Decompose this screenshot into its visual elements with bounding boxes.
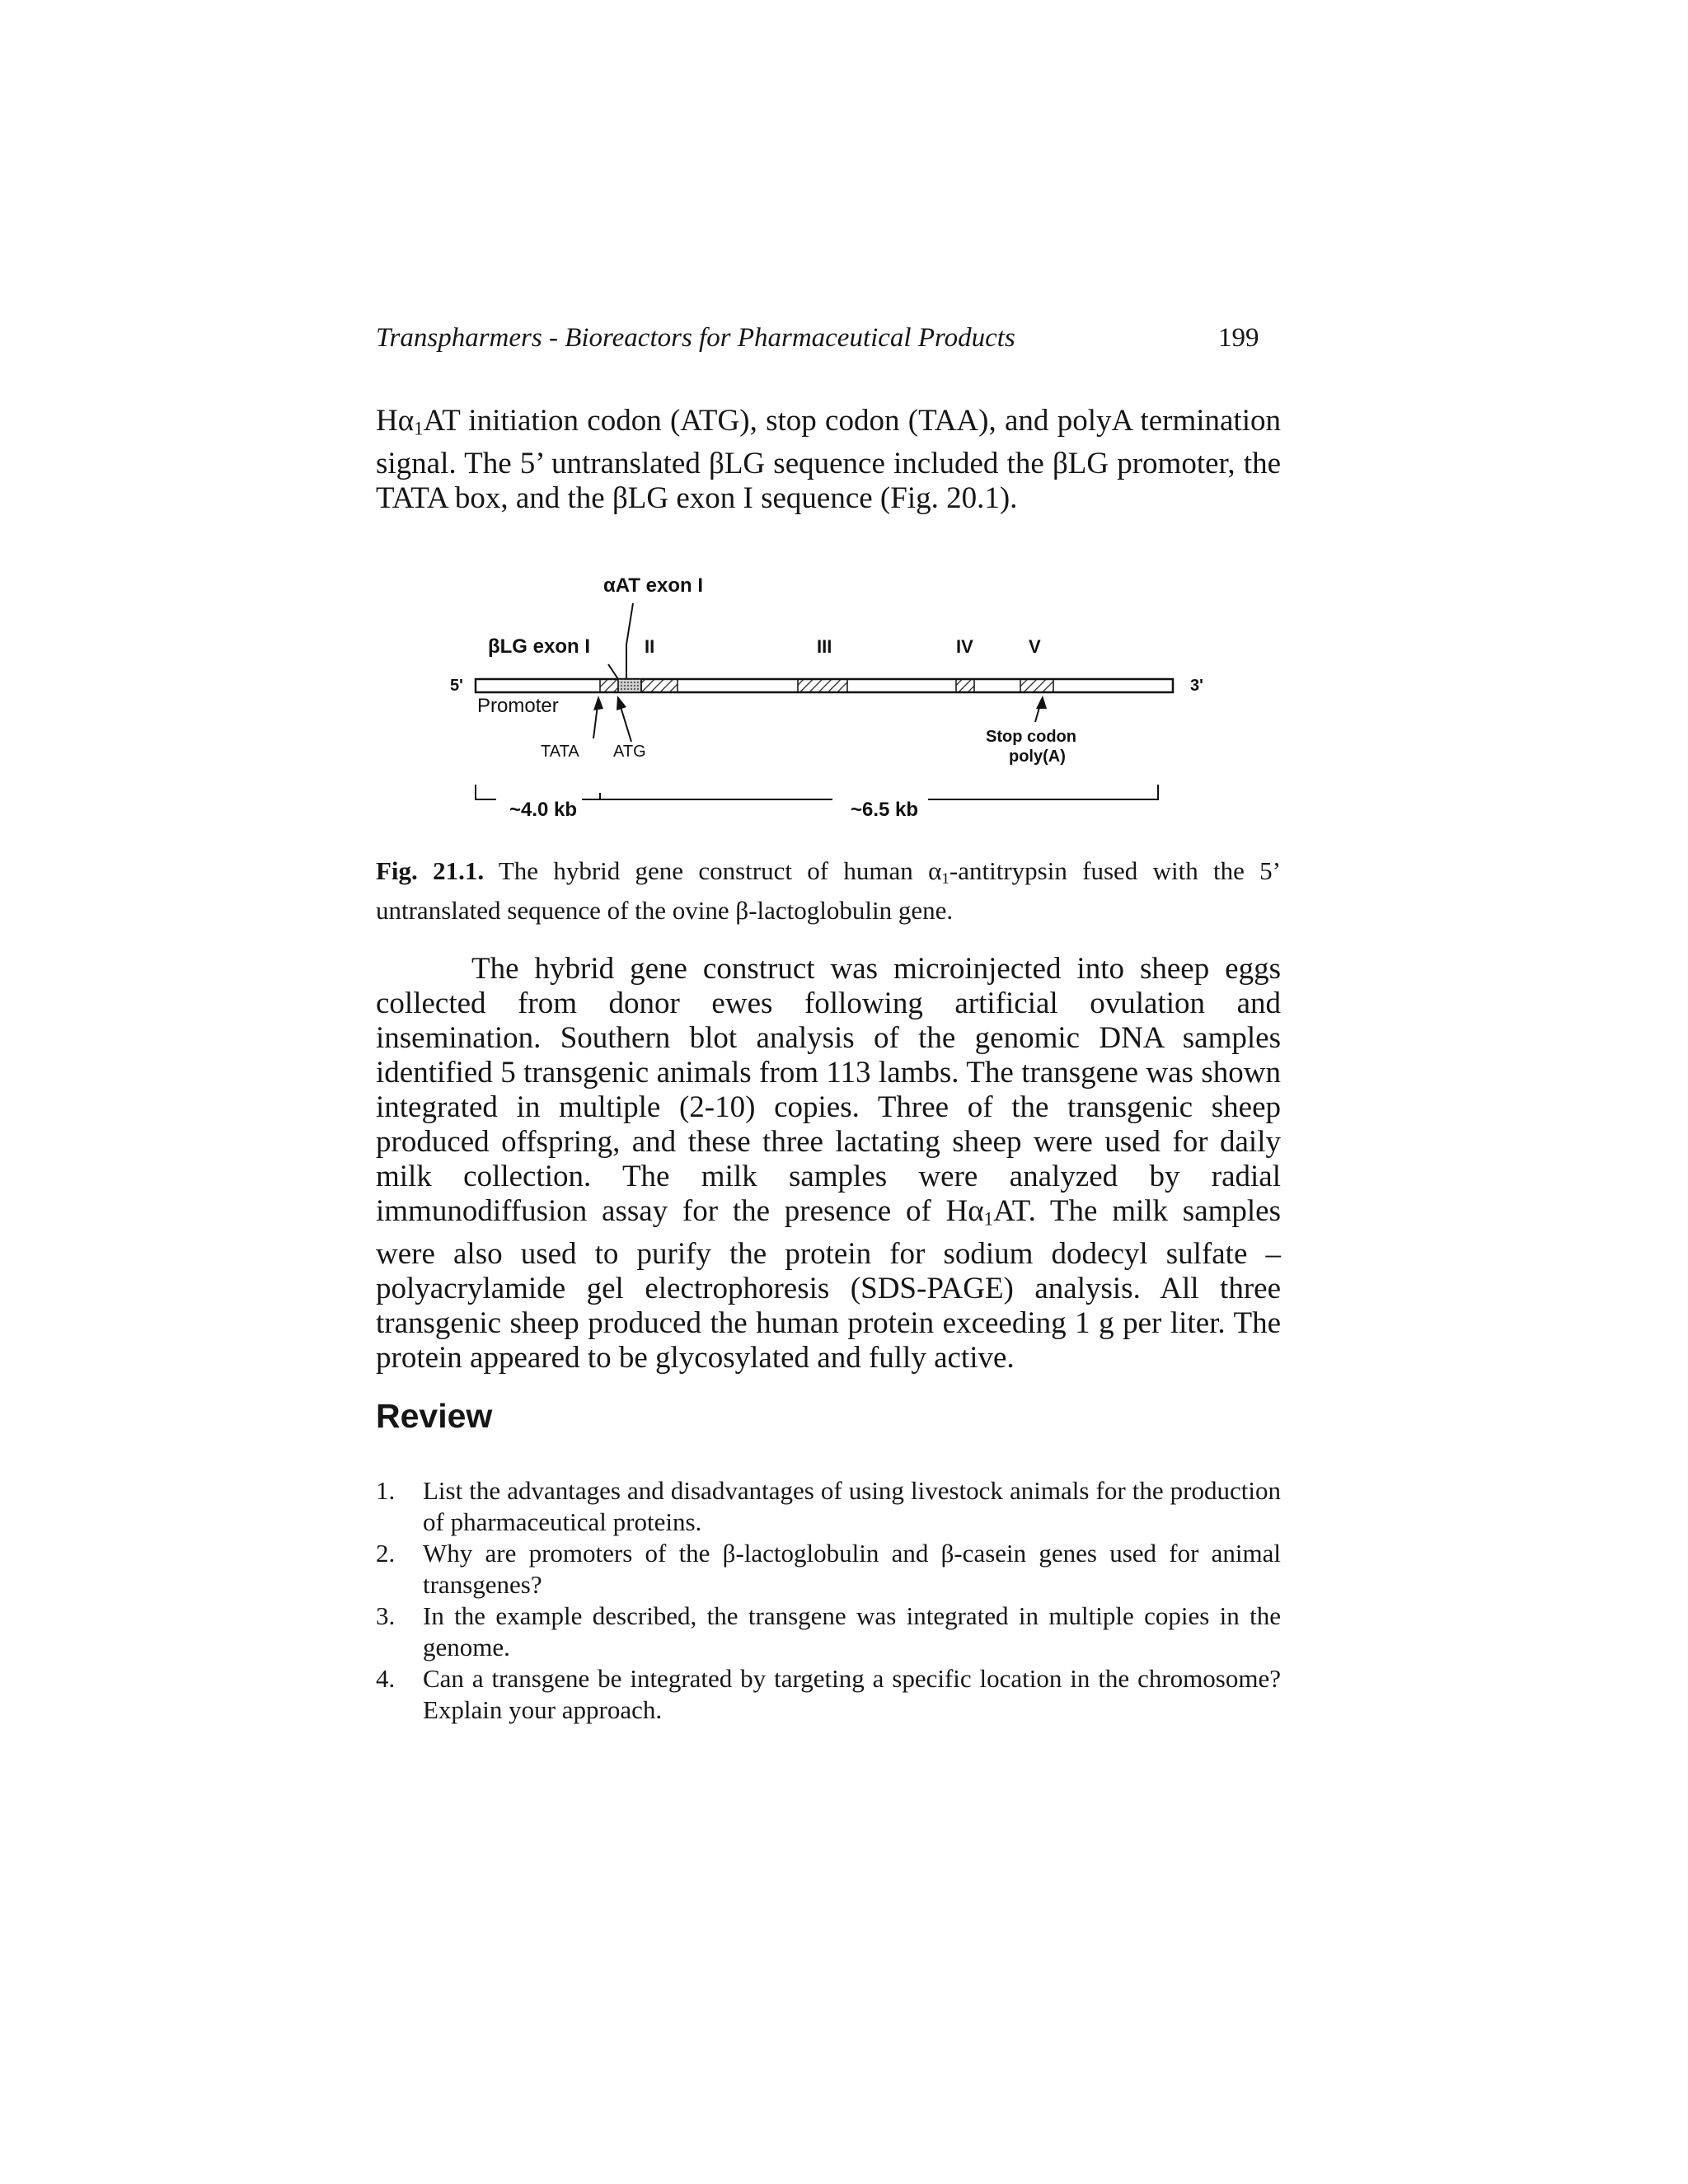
running-title: Transpharmers - Bioreactors for Pharmaceutical Products xyxy=(376,323,1015,353)
caption-subscript: 1 xyxy=(941,869,950,888)
review-item-text: Why are promoters of the β-lactoglobulin and β-casein genes used for animal transgenes? xyxy=(423,1539,1281,1599)
blg-exon-label: βLG exon I xyxy=(488,635,590,658)
para1-text-a: Hα xyxy=(376,404,415,438)
exon-III-block xyxy=(798,679,847,692)
exon-II-block xyxy=(641,679,678,692)
atg-label: ATG xyxy=(613,743,646,761)
exon-III-label: III xyxy=(817,636,832,657)
exon-V-block xyxy=(1020,679,1053,692)
gene-construct-diagram xyxy=(429,569,1236,832)
aat-exon-label: αAT exon I xyxy=(603,574,703,597)
blg-exon-pointer xyxy=(608,664,618,679)
review-item-text: Can a transgene be integrated by targeting a specific location in the chromosome? Explain your approach. xyxy=(423,1664,1281,1724)
para2-text-b: AT. The milk samples were also used to purify the protein for sodium dodecyl sulfate – polyacrylamide gel electrophoresis (SDS-PAGE) analysis. All three transgenic sheep produced the human protein exceeding 1 g per liter. The protein appeared to be glycosylated and fully active. xyxy=(376,1194,1281,1375)
exon-IV-label: IV xyxy=(956,636,973,657)
para2-text-a: The hybrid gene construct was microinjected into sheep eggs collected from donor ewes following artificial ovulation and insemination. Southern blot analysis of the genomic DNA samples identified 5 transgenic animals from 113 lambs. The transgene was shown integrated in multiple (2-10) copies. Three of the transgenic sheep produced offspring, and these three lactating sheep were used for daily milk collection. The milk samples were analyzed by radial immunodiffusion assay for the presence of Hα xyxy=(376,952,1281,1228)
left-bracket-start xyxy=(476,785,496,799)
tata-arrowhead xyxy=(593,696,603,710)
promoter-label: Promoter xyxy=(477,695,559,717)
three-prime-label: 3' xyxy=(1190,677,1203,695)
paragraph-intro xyxy=(376,404,1281,516)
review-item-text: List the advantages and disadvantages of using livestock animals for the production of pharmaceutical proteins. xyxy=(423,1476,1281,1536)
bracket-line-right xyxy=(928,785,1158,799)
atg-arrowhead xyxy=(617,696,626,710)
paragraph-results xyxy=(376,952,1281,1376)
size-right-label: ~6.5 kb xyxy=(851,799,919,821)
page-number: 199 xyxy=(1218,323,1259,353)
review-questions xyxy=(376,1475,1281,1726)
stop-codon-label: Stop codon xyxy=(986,728,1076,746)
review-item-number: 2. xyxy=(376,1539,396,1568)
blg-exon-block xyxy=(600,679,618,692)
stop-codon-arrowhead xyxy=(1036,696,1047,709)
tata-label: TATA xyxy=(541,743,579,761)
size-left-label: ~4.0 kb xyxy=(509,799,578,821)
aat-exon-I-block xyxy=(618,679,641,692)
exon-II-label: II xyxy=(645,636,655,657)
figure-caption xyxy=(376,855,1281,926)
review-heading: Review xyxy=(376,1397,493,1435)
para2-subscript: 1 xyxy=(983,1208,994,1230)
review-item-number: 3. xyxy=(376,1601,396,1630)
review-item xyxy=(376,1475,1281,1538)
review-item xyxy=(376,1601,1281,1663)
review-item xyxy=(376,1538,1281,1601)
review-item-text: In the example described, the transgene was integrated in multiple copies in the genome. xyxy=(423,1601,1281,1661)
review-item xyxy=(376,1663,1281,1726)
caption-text-b: -antitrypsin fused with the 5’ untranslated sequence of the ovine β-lactoglobulin gene. xyxy=(376,856,1281,925)
exon-IV-block xyxy=(956,679,974,692)
five-prime-label: 5' xyxy=(450,677,463,695)
polya-label: poly(A) xyxy=(1009,748,1066,766)
gene-construct-figure xyxy=(429,569,1236,832)
para1-text-b: AT initiation codon (ATG), stop codon (TAA), and polyA termination signal. The 5’ untranslated βLG sequence included the βLG promoter, the TATA box, and the βLG exon I sequence (Fig. 20.1). xyxy=(376,404,1281,515)
caption-label: Fig. 21.1. xyxy=(376,856,485,885)
review-item-number: 4. xyxy=(376,1664,396,1693)
running-header xyxy=(376,323,1282,354)
para1-subscript: 1 xyxy=(414,418,424,439)
review-item-number: 1. xyxy=(376,1476,396,1505)
aat-exon-pointer xyxy=(626,603,633,644)
exon-V-label: V xyxy=(1029,636,1041,657)
caption-text-a: The hybrid gene construct of human α xyxy=(498,856,942,885)
